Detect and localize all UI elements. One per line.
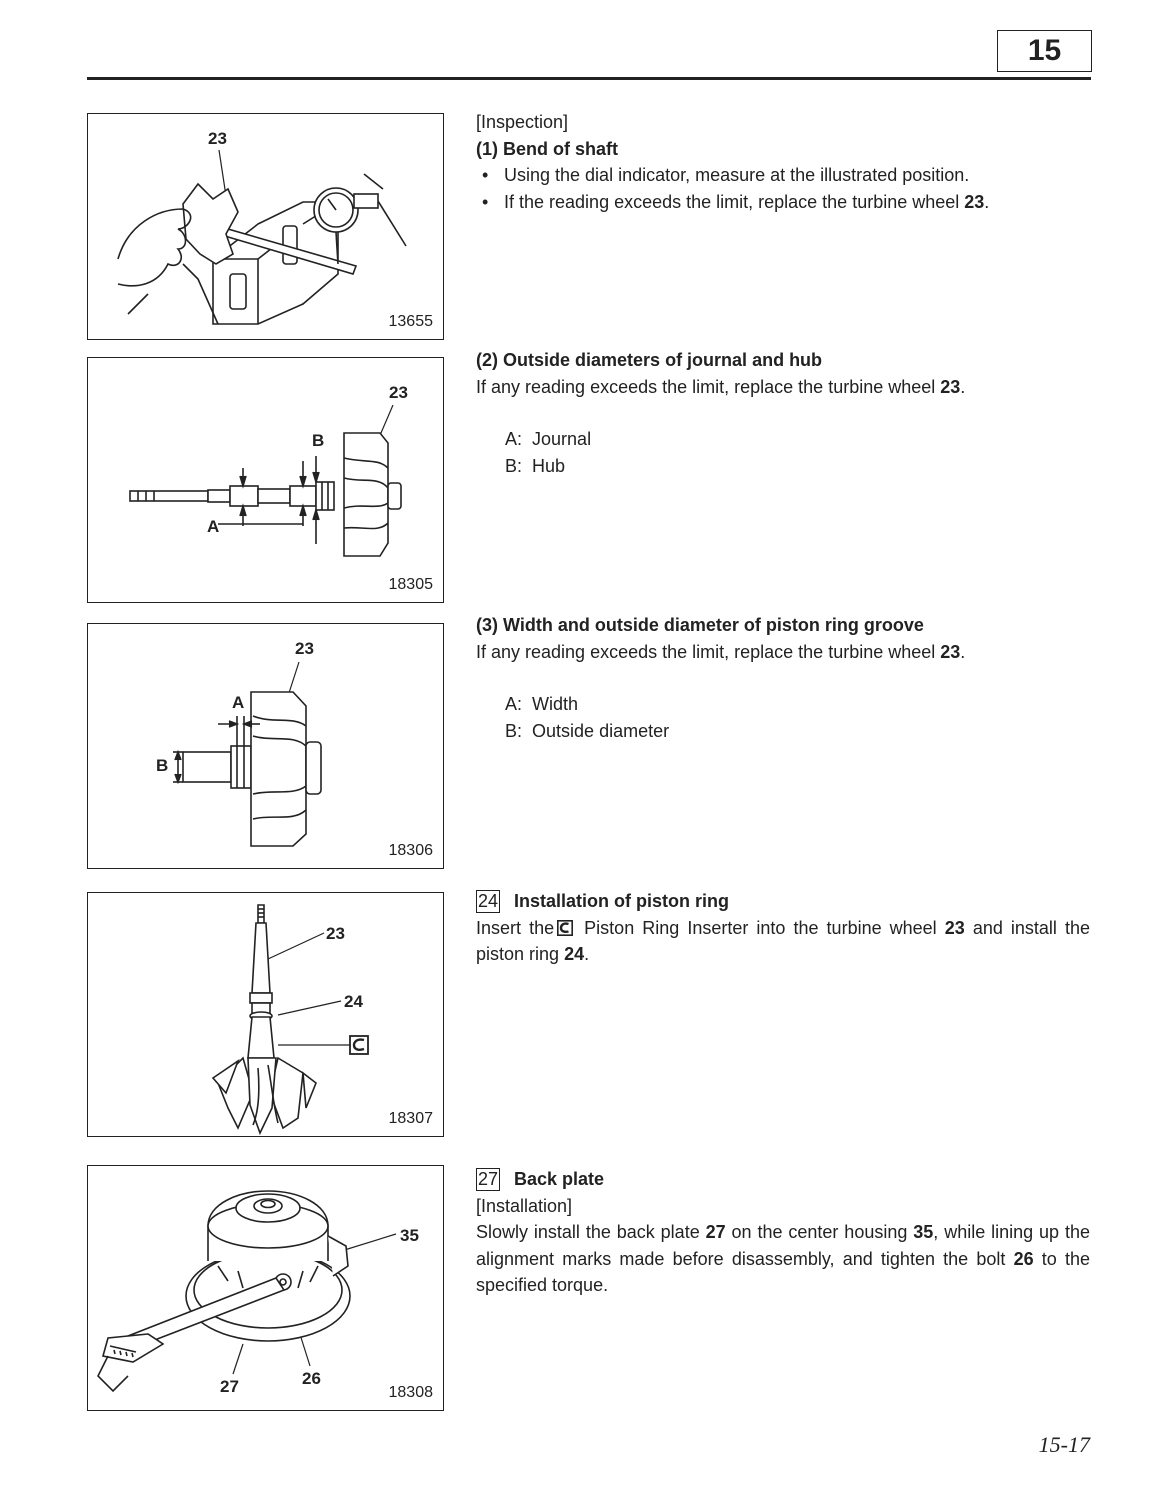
figure-number: 13655 [388,313,433,330]
figure-bend-of-shaft [87,113,444,340]
legend-key: A [505,694,518,714]
ref-27: 27 [705,1222,726,1242]
legend-b: B: Hub [505,455,566,476]
piston-ring-text [476,915,1090,968]
header-rule [87,77,1091,80]
body-text: Insert the [476,917,555,938]
page-number: 15-17 [1038,1432,1090,1457]
bullet-replace-wheel [476,189,1090,216]
callout-A: A [207,517,220,536]
legend-a: A: Width [505,694,579,714]
heading-number: (2) [476,350,498,370]
figure-number: 18305 [388,576,433,593]
ref-23: 23 [940,641,961,662]
heading-bend-of-shaft [476,136,1090,163]
callout-26: 26 [302,1369,321,1388]
legend-label: Width [532,694,579,714]
heading-text: Outside diameters of journal and hub [503,350,823,370]
figure-back-plate [87,1165,444,1411]
legend-label: Outside diameter [532,720,670,741]
ref-23: 23 [940,376,961,397]
figure-piston-ring-groove [87,623,444,869]
figure-journal-hub [87,357,444,603]
item-number-box: 24 [477,891,499,911]
illustration-turbine-wheel-groove [88,624,444,869]
section-inspection [476,109,1090,215]
callout-35: 35 [400,1226,419,1245]
heading-text: Installation of piston ring [514,891,729,911]
legend-key: B [505,720,518,741]
legend-b: B: Outside diameter [505,720,670,741]
body-text: to the specified torque. [476,1248,1090,1295]
legend-label: Hub [532,455,566,476]
ref-24: 24 [564,944,585,964]
callout-23: 23 [389,383,408,402]
body-text: Slowly install the back plate [476,1222,706,1242]
ref-23: 23 [964,191,985,212]
heading-number: (1) [476,138,498,159]
body-text: If any reading exceeds the limit, replace the turbine wheel [476,376,941,397]
section-piston-ring-install [476,888,1090,968]
chapter-number-box: 15 [997,30,1092,72]
callout-A: A [232,693,245,712]
back-plate-text [476,1219,1090,1299]
callout-B: B [312,431,325,450]
legend-a: A: Journal [505,429,592,449]
heading-text: Width and outside diameter of piston ring groove [503,615,924,635]
heading-text: Back plate [514,1169,605,1189]
section-journal-hub [476,347,1090,479]
heading-number: (3) [476,615,498,635]
heading-piston-ring-groove [476,612,1090,639]
body-text: on the center housing [725,1222,914,1242]
special-tool-icon [557,920,573,936]
heading-text: Bend of shaft [503,138,619,159]
figure-piston-ring-install [87,892,444,1137]
callout-23: 23 [326,924,345,943]
heading-back-plate [476,1166,1090,1193]
legend-key: A [505,429,518,449]
heading-journal-hub [476,347,1090,374]
period: . [960,376,966,397]
body-text: and install the piston ring [476,917,1091,964]
callout-23: 23 [295,639,314,658]
callout-B: B [156,756,169,775]
legend-label: Journal [532,429,592,449]
illustration-back-plate-torque [88,1166,444,1411]
bullet-dial-indicator: • Using the dial indicator, measure at the illustrated position. [476,162,1090,189]
callout-23: 23 [208,129,227,148]
illustration-dial-indicator [88,114,444,340]
bullet-text: If the reading exceeds the limit, replace the turbine wheel [504,191,965,212]
inspection-label: [Inspection] [476,112,569,132]
ref-23: 23 [944,917,965,938]
installation-label: [Installation] [476,1195,573,1216]
body-text: If any reading exceeds the limit, replace the turbine wheel [476,641,941,662]
body-text: , while lining up the alignment marks made before disassembly, and tighten the bolt [476,1222,1090,1269]
illustration-piston-ring-inserter [88,893,444,1137]
groove-text [476,639,1090,666]
period: . [960,641,966,662]
figure-number: 18307 [388,1110,433,1127]
callout-24: 24 [344,992,363,1011]
period: . [584,944,590,964]
section-back-plate [476,1166,1090,1299]
callout-27: 27 [220,1377,239,1396]
illustration-turbine-shaft [88,358,444,603]
ref-35: 35 [913,1222,934,1242]
legend-key: B [505,455,518,476]
ref-26: 26 [1013,1248,1034,1269]
item-number-box: 27 [477,1169,499,1189]
figure-number: 18306 [388,842,433,859]
journal-hub-text [476,374,1090,401]
period: . [984,191,990,212]
figure-number: 18308 [388,1384,433,1401]
body-text: Piston Ring Inserter into the turbine wheel [584,917,945,938]
heading-piston-ring-install [476,888,1090,915]
section-piston-ring-groove [476,612,1090,744]
